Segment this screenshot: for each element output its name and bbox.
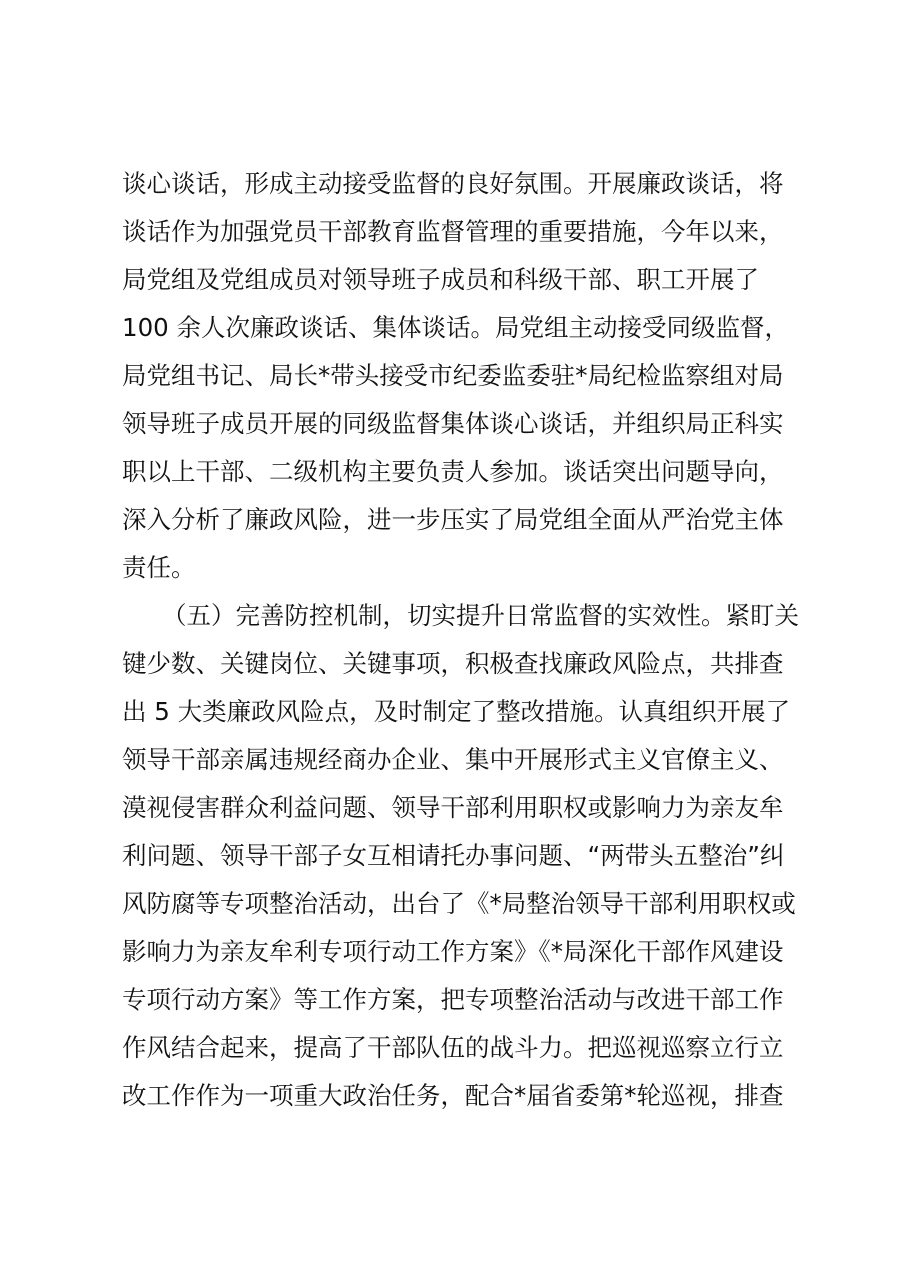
text-line: 谈话作为加强党员干部教育监督管理的重要措施，今年以来， [122, 217, 784, 246]
text-line: 利问题、领导干部子女互相请托办事问题、“两带头五整治”纠 [122, 841, 785, 870]
text-line: 谈心谈话，形成主动接受监督的良好氛围。开展廉政谈话，将 [122, 169, 784, 198]
text-line: 专项行动方案》等工作方案，把专项整治活动与改进干部工作 [122, 985, 784, 1014]
section-heading-line: （五）完善防控机制，切实提升日常监督的实效性。紧盯关 [162, 601, 799, 630]
text-line: 漠视侵害群众利益问题、领导干部利用职权或影响力为亲友牟 [122, 793, 784, 822]
text-line: 100 余人次廉政谈话、集体谈话。局党组主动接受同级监督， [122, 313, 790, 342]
text-line: 领导班子成员开展的同级监督集体谈心谈话，并组织局正科实 [122, 409, 784, 438]
text-line: 出 5 大类廉政风险点，及时制定了整改措施。认真组织开展了 [122, 697, 791, 726]
text-line: 影响力为亲友牟利专项行动工作方案》《*局深化干部作风建设 [122, 937, 784, 966]
text-line: 领导干部亲属违规经商办企业、集中开展形式主义官僚主义、 [122, 745, 784, 774]
text-line: 风防腐等专项整治活动，出台了《*局整治领导干部利用职权或 [122, 889, 796, 918]
text-line: 责任。 [122, 553, 196, 582]
text-line: 改工作作为一项重大政治任务，配合*届省委第*轮巡视，排查 [122, 1081, 784, 1110]
body-text [122, 160, 802, 1120]
text-line: 深入分析了廉政风险，进一步压实了局党组全面从严治党主体 [122, 505, 784, 534]
text-line: 局党组及党组成员对领导班子成员和科级干部、职工开展了 [122, 265, 759, 294]
text-line: 键少数、关键岗位、关键事项，积极查找廉政风险点，共排查 [122, 649, 784, 678]
text-line: 作风结合起来，提高了干部队伍的战斗力。把巡视巡察立行立 [122, 1033, 784, 1062]
text-line: 局党组书记、局长*带头接受市纪委监委驻*局纪检监察组对局 [122, 361, 784, 390]
text-line: 职以上干部、二级机构主要负责人参加。谈话突出问题导向， [122, 457, 784, 486]
